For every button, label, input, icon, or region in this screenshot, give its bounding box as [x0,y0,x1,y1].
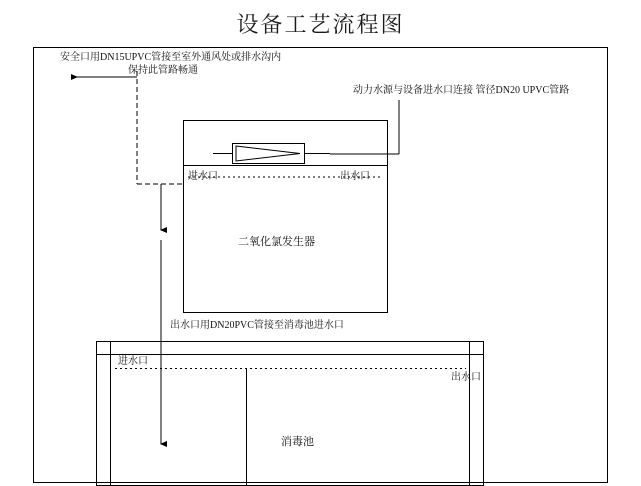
label-pool-name: 消毒池 [281,436,314,448]
pool-outer-box [97,342,484,486]
flow-diagram-svg [0,44,641,486]
page-title: 设备工艺流程图 [236,12,405,37]
diagram-canvas [0,44,641,486]
label-power-water-note: 动力水源与设备进水口连接 管径DN20 UPVC管路 [353,85,570,96]
label-safety-outlet-note: 安全口用DN15UPVC管接至室外通风处或排水沟内 [60,52,282,63]
label-outlet-pipe-note: 出水口用DN20PVC管接至消毒池进水口 [170,320,344,331]
label-generator-outlet: 出水口 [340,171,370,182]
label-pool-inlet: 进水口 [118,356,148,367]
label-safety-outlet-note-2: 保持此管路畅通 [128,65,198,76]
label-pool-outlet: 出水口 [451,372,481,383]
label-generator-name: 二氧化氯发生器 [238,236,315,248]
label-generator-inlet: 进水口 [188,171,218,182]
diagram-frame [34,48,608,483]
